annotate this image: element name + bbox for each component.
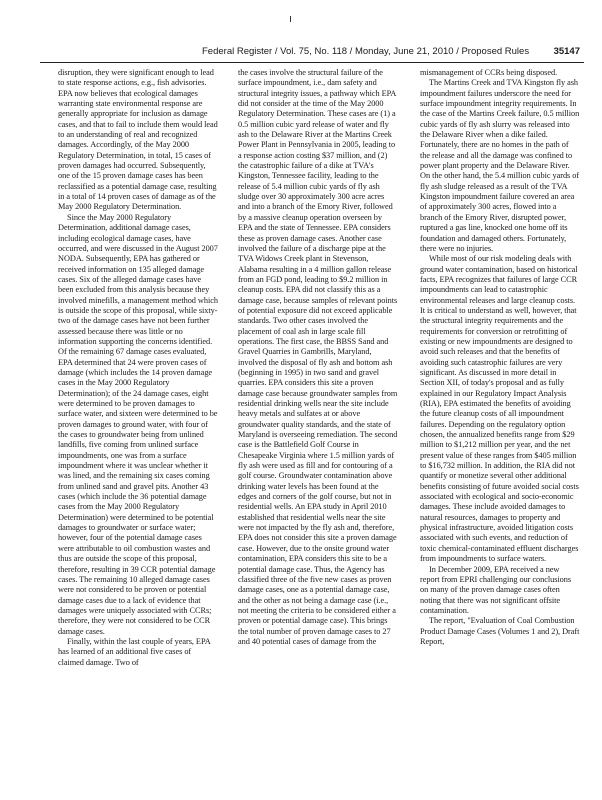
paragraph: The Martins Creek and TVA Kingston fly ash impoundment failures underscore the need for surface impoundment integrity requirements. In the case of the Martins Creek failure, 0.5 million cubic yards of fly ash slurry was released into the Delaware River when a dike failed. Fortunately, there are no homes in the path of the release and all the damage was confined to power plant property and the Delaware River. On the other hand, the 5.4 million cubic yards of fly ash sludge released as a result of the TVA Kingston impoundment failure covered an area of approximately 300 acres, flowed into a branch of the Emory River, disrupted power, ruptured a gas line, knocked one home off its foundation and damaged others. Fortunately, there were no injuries. [420,78,580,253]
text-column-right [420,68,580,773]
paragraph: Since the May 2000 Regulatory Determination, additional damage cases, including ecological damage cases, have occurred, and were discussed in the August 2007 NODA. Subsequently, EPA has gathered or received information on 135 alleged damage cases. Six of the alleged damage cases have been excluded from this analysis because they involved minefills, a management method which is outside the scope of this proposal, while sixty-two of the damage cases have not been further assessed because there was little or no information supporting the concerns identified. Of the remaining 67 damage cases evaluated, EPA determined that 24 were proven cases of damage (which includes the 14 proven damage cases in the May 2000 Regulatory Determination); of the 24 damage cases, eight were determined to be proven damages to surface water, and sixteen were determined to be proven damages to ground water, with four of the cases to groundwater being from unlined landfills, five coming from unlined surface impoundments, one was from a surface impoundment where it was unclear whether it was lined, and the remaining six cases coming from unlined sand and gravel pits. Another 43 cases (which include the 36 potential damage cases from the May 2000 Regulatory Determination) were determined to be potential damages to groundwater or surface water; however, four of the potential damage cases were attributable to oil combustion wastes and thus are outside the scope of this proposal, therefore, resulting in 39 CCR potential damage cases. The remaining 10 alleged damage cases were not considered to be proven or potential damage cases due to a lack of evidence that damages were uniquely associated with CCRs; therefore, they were not considered to be CCR damage cases. [58,212,218,636]
paragraph: While most of our risk modeling deals with ground water contamination, based on historical facts, EPA recognizes that failures of large CCR impoundments can lead to catastrophic environmental releases and large cleanup costs. It is critical to understand as well, however, that the structural integrity requirements and the requirements for conversion or retrofitting of existing or new impoundments are designed to avoid such releases and that the benefits of avoiding such catastrophic failures are very significant. As discussed in more detail in Section XII, of today's proposal and as fully explained in our Regulatory Impact Analysis (RIA), EPA estimated the benefits of avoiding the future cleanup costs of all impoundment failures. Depending on the regulatory option chosen, the annualized benefits range from $29 million to $1,212 million per year, and the net present value of these ranges from $405 million to $16,732 million. In addition, the RIA did not quantify or monetize several other additional benefits consisting of future avoided social costs associated with ecological and socio-economic damages. These include avoided damages to natural resources, damages to property and physical infrastructure, avoided litigation costs associated with such events, and reduction of toxic chemical-contaminated effluent discharges from impoundments to surface waters. [420,254,579,564]
paragraph: Finally, within the last couple of years, EPA has learned of an additional five cases of claimed damage. Two of [58,636,211,667]
paragraph: the cases involve the structural failure of the surface impoundment, i.e., dam safety and structural integrity issues, a pathway which EPA did not consider at the time of the May 2000 Regulatory Determination. These cases are (1) a 0.5 million cubic yard release of water and fly ash to the Delaware River at the Martins Creek Power Plant in Pennsylvania in 2005, leading to a response action costing $37 million, and (2) the catastrophic failure of a dike at TVA's Kingston, Tennessee facility, leading to the release of 5.4 million cubic yards of fly ash sludge over 30 approximately 300 acre acres and into a branch of the Emory River, followed by a massive cleanup operation overseen by EPA and the state of Tennessee. EPA considers these as proven damage cases. Another case involved the failure of a discharge pipe at the TVA Widows Creek plant in Stevenson, Alabama resulting in a 4 million gallon release from an FGD pond, leading to $9.2 million in cleanup costs. EPA did not classify this as a damage case, because samples of relevant points of potential exposure did not exceed applicable standards. Two other cases involved the placement of coal ash in large scale fill operations. The first case, the BBSS Sand and Gravel Quarries in Gambrills, Maryland, involved the disposal of fly ash and bottom ash (beginning in 1995) in two sand and gravel quarries. EPA considers this site a proven damage case because groundwater samples from residential drinking wells near the site include heavy metals and sulfates at or above groundwater quality standards, and the state of Maryland is overseeing remediation. The second case is the Battlefield Golf Course in Chesapeake Virginia where 1.5 million yards of fly ash were used as fill and for contouring of a golf course. Groundwater contamination above drinking water levels has been found at the edges and corners of the golf course, but not in residential wells. An EPA study in April 2010 established that residential wells near the site were not impacted by the fly ash and, therefore, EPA does not consider this site a proven damage case. However, due to the onsite ground water contamination, EPA considers this site to be a potential damage case. Thus, the Agency has classified three of the five new cases as proven damage cases, one as a potential damage case, and the other as not being a damage case (i.e., not meeting the criteria to be considered either a proven or potential damage case). This brings the total number of proven damage cases to 27 and 40 potential cases of damage from the [238,68,398,646]
scan-mark [290,16,291,22]
page-header [40,46,584,63]
running-header-title: Federal Register / Vol. 75, No. 118 / Monday, June 21, 2010 / Proposed Rules [202,46,530,57]
paragraph: disruption, they were significant enough to lead to state response actions, e.g., fish advisories. EPA now believes that ecological damages warranting state environmental response are generally appropriate for inclusion as damage cases, and that to fail to include them would lead to an understanding of real and recognized damages. Accordingly, of the May 2000 Regulatory Determination, in total, 15 cases of proven damages had occurred. Subsequently, one of the 15 proven damage cases has been reclassified as a potential damage case, resulting in a total of 14 proven cases of damage as of the May 2000 Regulatory Determination. [58,68,218,212]
paragraph: mismanagement of CCRs being disposed. [420,68,558,77]
text-column-middle [238,68,398,773]
paragraph: The report, "Evaluation of Coal Combustion Product Damage Cases (Volumes 1 and 2), Draft Report, [420,616,580,646]
paragraph: In December 2009, EPA received a new report from EPRI challenging our conclusions on many of the proven damage cases often noting that there was not significant offsite contamination. [420,564,572,615]
page-number: 35147 [553,46,580,57]
text-column-left [58,68,218,773]
